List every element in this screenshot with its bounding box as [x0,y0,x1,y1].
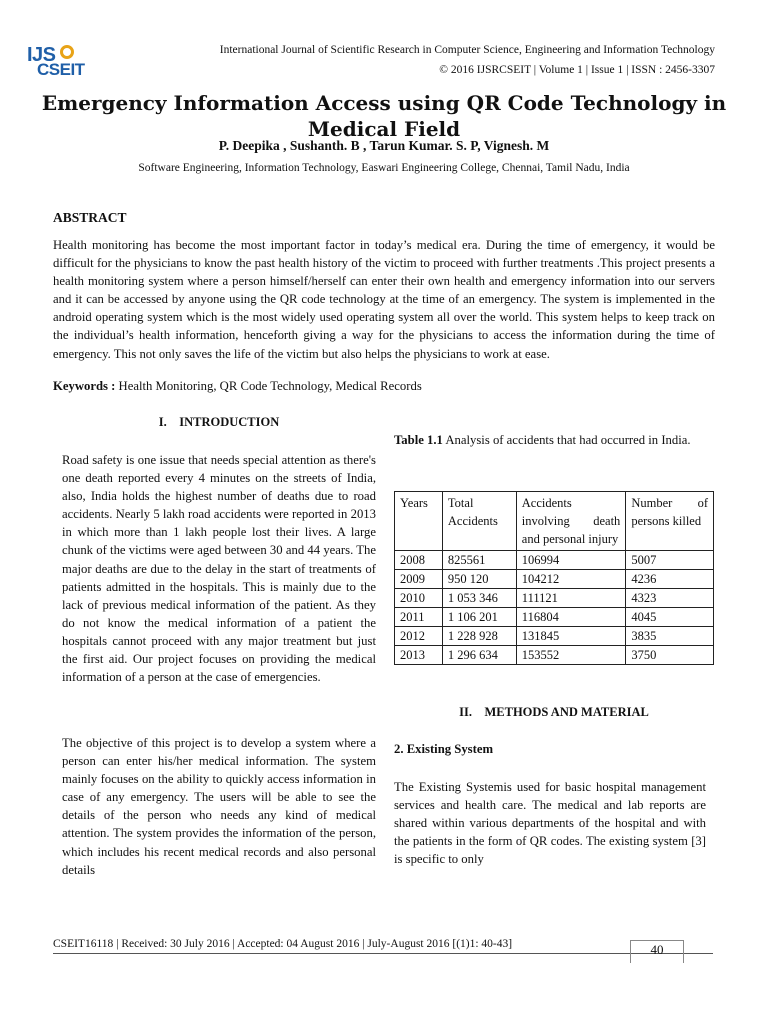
footer-divider [53,953,713,954]
table-cell: 950 120 [442,570,516,589]
table-cell: 5007 [626,551,714,570]
page-number: 40 [650,942,664,957]
table-row [395,608,714,627]
keywords [53,379,422,394]
section-methods-heading: II. METHODS AND MATERIAL [459,705,649,719]
intro-paragraph-1: Road safety is one issue that needs special attention as there's one death reported every 4 minutes on the streets of India, also, India holds the highest number of deaths due to road accidents. Nearly 5 lakh road accidents were reported in 2013 in which more than 1 lakh people lost their lives. A large chunk of the victims were aged between 30 and 44 years. The major deaths are due to the delay in the start of treatments of patients admitted in the hospitals. This is mainly due to the lack of previous medical information of the patient. As they do not know the medical information of a patient the hospitals cannot proceed with any major treatment but just the first aid. Our project focuses on providing the medical information of a person at the case of emergencies. [62,453,376,685]
table-row [395,646,714,665]
table-cell: 153552 [516,646,626,665]
keywords-text: Health Monitoring, QR Code Technology, Medical Records [118,379,422,393]
table-cell: 4323 [626,589,714,608]
table-cell: 1 053 346 [442,589,516,608]
table-row [395,627,714,646]
table-row [395,589,714,608]
intro-paragraph-2: The objective of this project is to develop a system where a person can enter his/her medical information. The system mainly focuses on the ability to quickly access information in case of any emergency. The users will be able to see the details of the person who needs any kind of medical attention. The system provides the information of the person, which includes his recent medical records and also personal details [62,736,376,877]
table-cell: 3835 [626,627,714,646]
table-header-cell: Number of persons killed [626,492,714,551]
table-header-cell: Years [395,492,443,551]
abstract-text: Health monitoring has become the most important factor in today’s medical era. During the time of emergency, it would be difficult for the physicians to know the past health history of the victim to proceed with further treatments .This project presents a health monitoring system where a person himself/herself can enter their own health and emergency information into our servers and it can be accessed by anyone using the QR code technology at the time of an emergency. The system is implemented in the android operating system which is the most widely used operating system all over the world. This system helps to keep track on the individual’s health information, henceforth giving a way for the physicians to access the information during the time of emergency. This not only saves the life of the victim but also helps the physicians to work at ease. [53,238,715,361]
table-cell: 3750 [626,646,714,665]
table-cell: 116804 [516,608,626,627]
table-cell: 1 228 928 [442,627,516,646]
issue-info: © 2016 IJSRCSEIT | Volume 1 | Issue 1 | ISSN : 2456-3307 [439,64,715,76]
subsection-existing-system: 2. Existing System [394,742,494,756]
table-cell: 2010 [395,589,443,608]
table-header-cell: Accidents involving death and personal injury [516,492,626,551]
table-caption-label: Table 1.1 [394,433,443,447]
logo-text-top: IJS [27,44,56,66]
table-cell: 1 296 634 [442,646,516,665]
table-cell: 104212 [516,570,626,589]
journal-logo [27,44,119,80]
logo-text-bottom: CSEIT [37,60,85,79]
table-cell: 131845 [516,627,626,646]
accidents-table [394,491,714,665]
journal-header [220,40,715,80]
table-cell: 4236 [626,570,714,589]
affiliation: Software Engineering, Information Technology, Easwari Engineering College, Chennai, Tamil Nadu, India [138,162,630,174]
table-cell: 2013 [395,646,443,665]
table-cell: 2009 [395,570,443,589]
table-cell: 1 106 201 [442,608,516,627]
table-cell: 2008 [395,551,443,570]
paper-title: Emergency Information Access using QR Code Technology in Medical Field [41,91,727,141]
table-caption-text: Analysis of accidents that had occurred in India. [442,433,691,447]
table-cell: 2012 [395,627,443,646]
section-introduction-heading: I. INTRODUCTION [158,415,280,429]
journal-name: International Journal of Scientific Research in Computer Science, Engineering and Information Technology [219,44,715,56]
abstract-heading: ABSTRACT [53,210,127,225]
table-cell: 2011 [395,608,443,627]
table-row [395,551,714,570]
keywords-label: Keywords : [53,379,116,393]
authors: P. Deepika , Sushanth. B , Tarun Kumar. S. P, Vignesh. M [218,138,550,153]
table-cell: 106994 [516,551,626,570]
footer-text: CSEIT16118 | Received: 30 July 2016 | Accepted: 04 August 2016 | July-August 2016 [(1)1: 40-43] [53,938,513,950]
table-cell: 111121 [516,589,626,608]
table-cell: 825561 [442,551,516,570]
logo-q-ring [60,45,74,59]
table-row [395,570,714,589]
table-cell: 4045 [626,608,714,627]
table-header-cell: Total Accidents [442,492,516,551]
methods-paragraph-1: The Existing Systemis used for basic hospital management services and health care. The medical and lab reports are shared within various departments of the hospital and with the patients in the form of QR codes. The existing system [3] is specific to only [394,780,706,867]
table-header-row [395,492,714,551]
table-caption [394,431,714,449]
